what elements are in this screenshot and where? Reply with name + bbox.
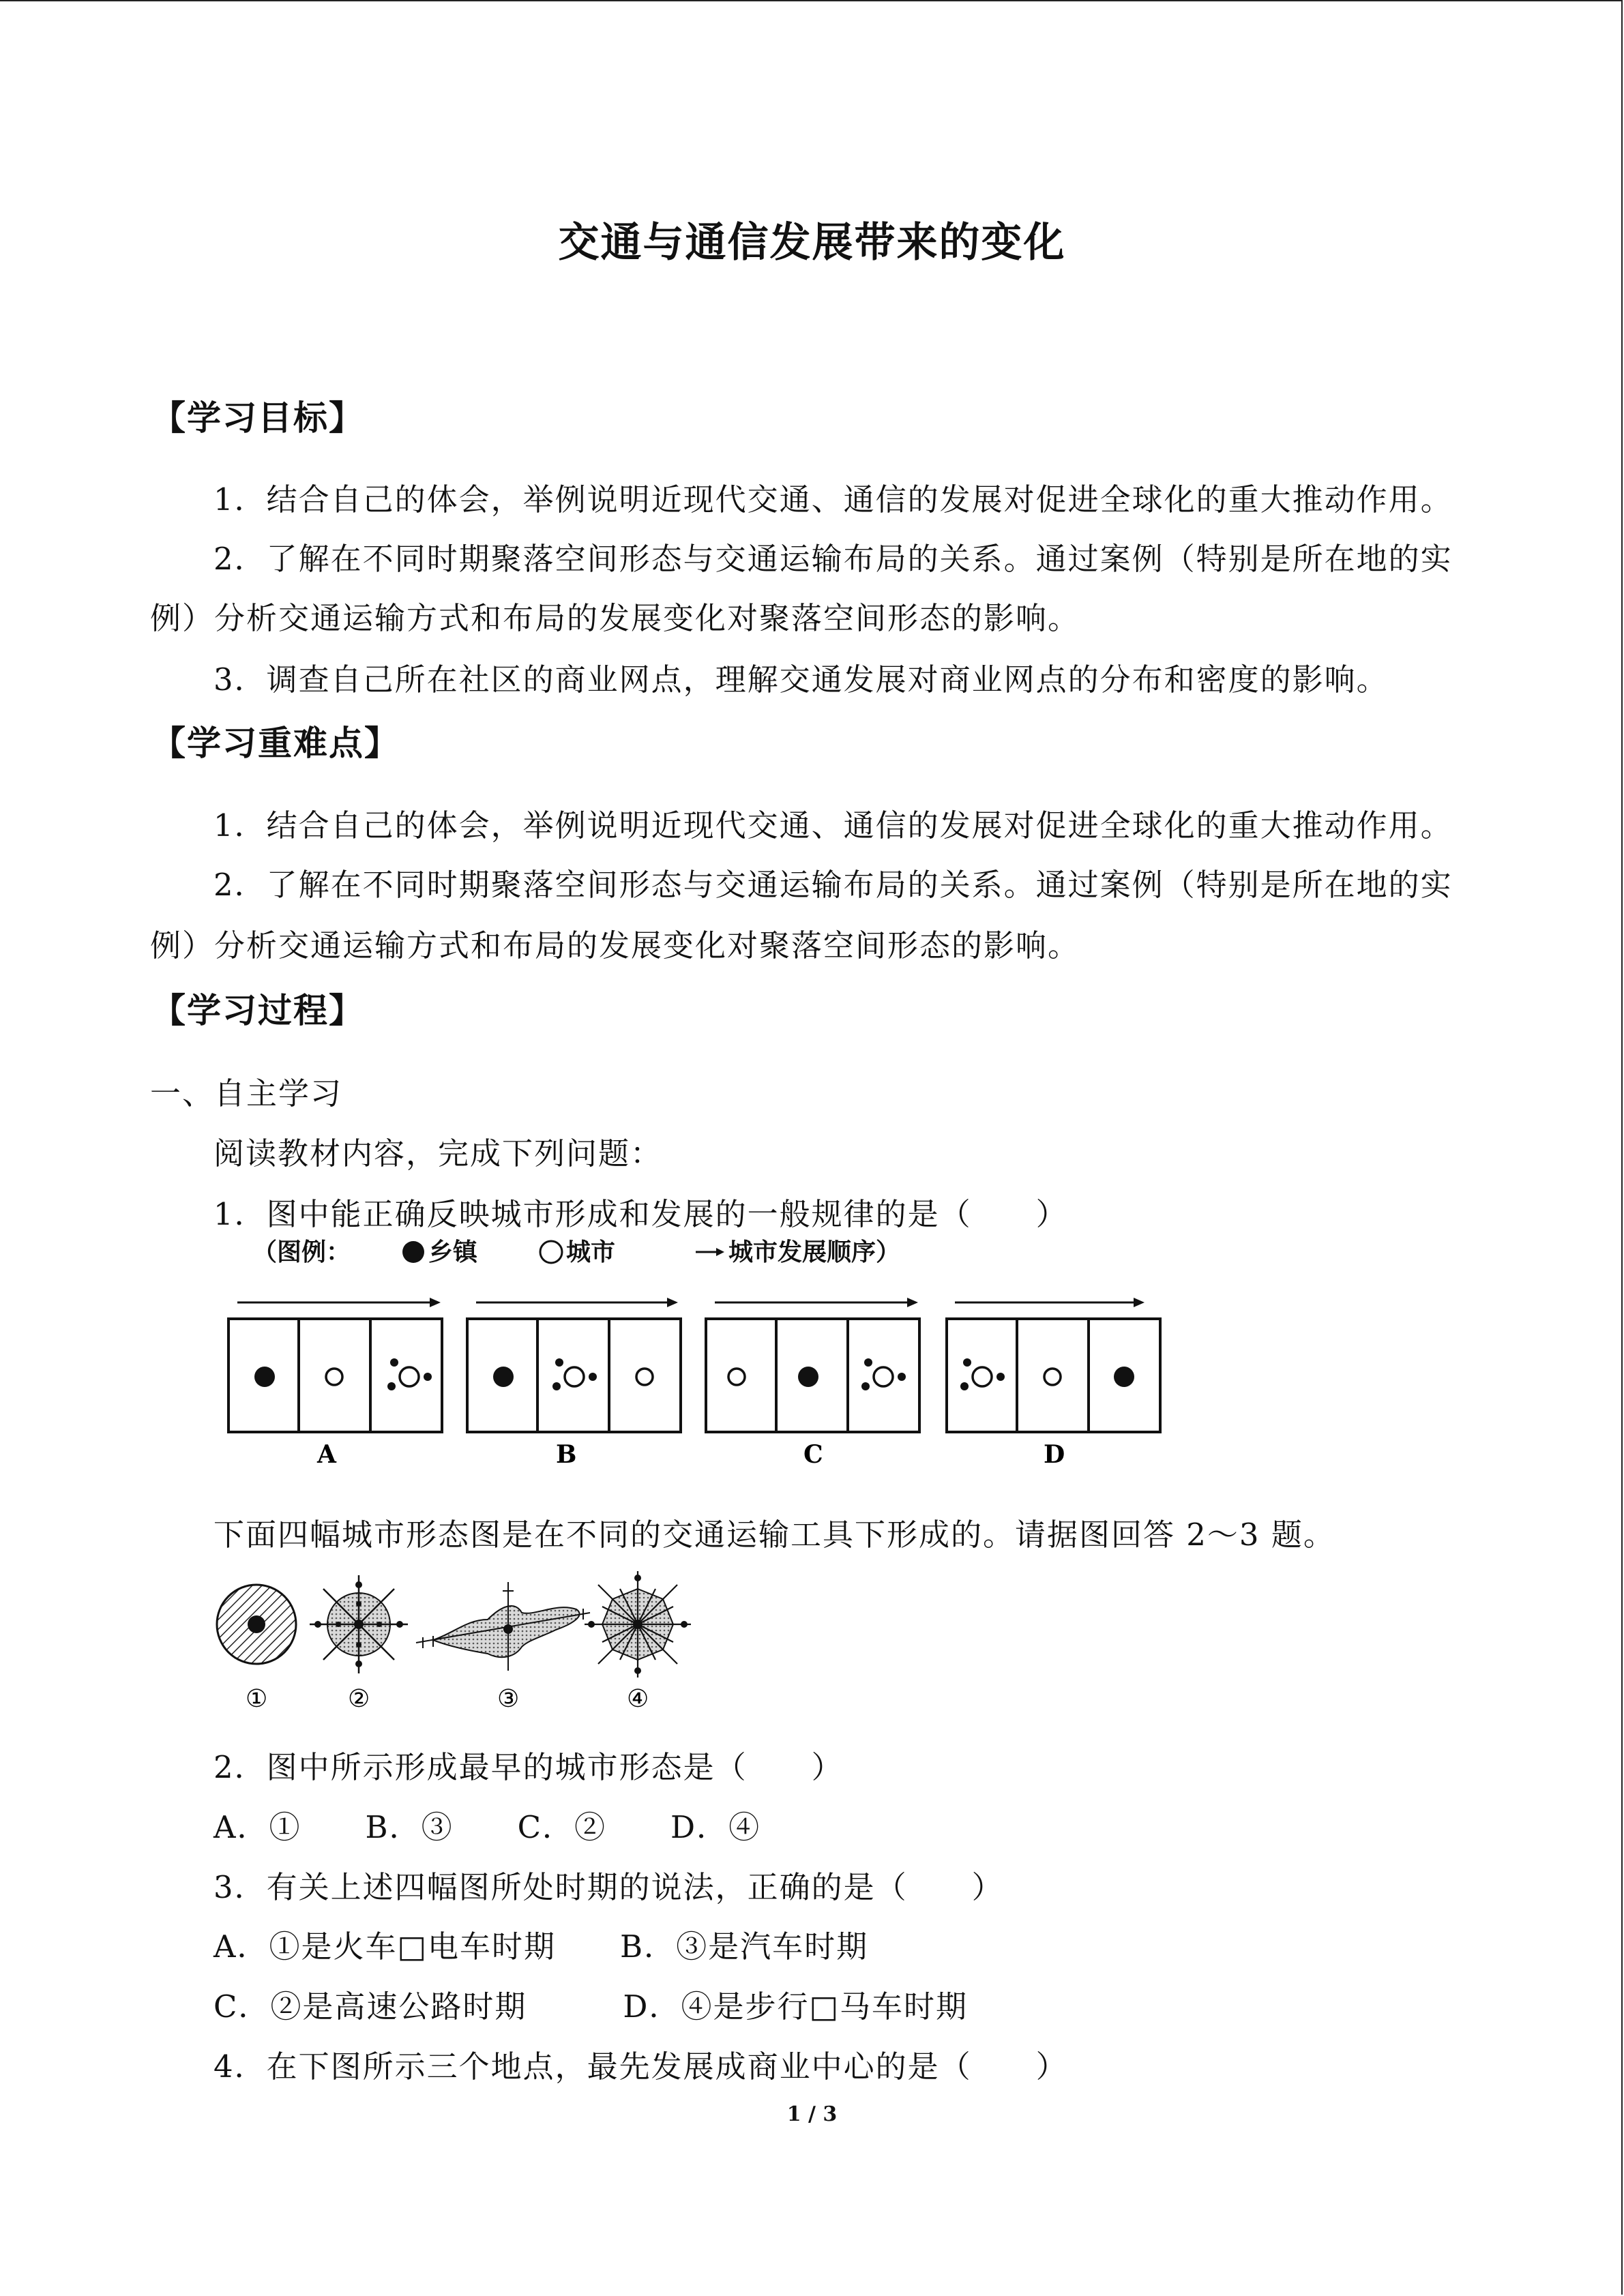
intro-figure-2: 下面四幅城市形态图是在不同的交通运输工具下形成的。请据图回答 2～3 题。 (213, 1517, 1335, 1553)
legend-order-label: 城市发展顺序） (728, 1238, 901, 1266)
question-3-options-line-2: C．②是高速公路时期 D．④是步行□马车时期 (213, 1988, 969, 2025)
objective-item-1: 1．结合自己的体会，举例说明近现代交通、通信的发展对促进全球化的重大推动作用。 (213, 481, 1453, 518)
legend-town-label: 乡镇 (428, 1238, 478, 1266)
form-label-4: ④ (627, 1685, 649, 1713)
legend-town-dot (402, 1241, 424, 1263)
panel-label-d: D (1044, 1440, 1065, 1469)
process-intro: 阅读教材内容，完成下列问题： (213, 1135, 663, 1172)
heading-objectives: 【学习目标】 (151, 398, 364, 438)
panel-c (706, 1298, 919, 1469)
heading-process: 【学习过程】 (151, 990, 364, 1030)
key-point-item-1: 1．结合自己的体会，举例说明近现代交通、通信的发展对促进全球化的重大推动作用。 (213, 807, 1453, 844)
legend-prefix: （图例： (252, 1238, 351, 1266)
objective-item-2-line-1: 2．了解在不同时期聚落空间形态与交通运输布局的关系。通过案例（特别是所在地的实 (213, 541, 1453, 577)
key-point-item-2-line-1: 2．了解在不同时期聚落空间形态与交通运输布局的关系。通过案例（特别是所在地的实 (213, 867, 1453, 903)
panel-a (228, 1298, 442, 1469)
objective-item-3: 3．调查自己所在社区的商业网点，理解交通发展对商业网点的分布和密度的影响。 (213, 661, 1389, 698)
question-4: 4．在下图所示三个地点，最先发展成商业中心的是（ ） (213, 2048, 1068, 2085)
question-2: 2．图中所示形成最早的城市形态是（ ） (213, 1749, 844, 1785)
form-label-3: ③ (497, 1685, 520, 1713)
city-form-1 (217, 1585, 296, 1713)
city-form-2 (310, 1575, 408, 1713)
form-label-1: ① (246, 1685, 268, 1713)
city-development-figure (225, 1233, 1180, 1478)
question-1: 1．图中能正确反映城市形成和发展的一般规律的是（ ） (213, 1196, 1068, 1232)
city-form-3 (416, 1582, 590, 1713)
panel-label-a: A (317, 1440, 336, 1469)
question-3-options-line-1: A．①是火车□电车时期 B．③是汽车时期 (213, 1928, 869, 1965)
panel-label-c: C (803, 1440, 823, 1469)
city-form-4 (585, 1571, 691, 1713)
objective-item-2-line-2: 例）分析交通运输方式和布局的发展变化对聚落空间形态的影响。 (150, 600, 1080, 636)
heading-key-points: 【学习重难点】 (151, 723, 400, 763)
subheading-self-study: 一、自主学习 (150, 1075, 343, 1112)
city-form-figure (211, 1558, 716, 1722)
panel-label-b: B (556, 1440, 577, 1469)
panel-d (947, 1298, 1160, 1469)
form-label-2: ② (348, 1685, 370, 1713)
key-point-item-2-line-2: 例）分析交通运输方式和布局的发展变化对聚落空间形态的影响。 (150, 927, 1080, 964)
page-title: 交通与通信发展带来的变化 (558, 219, 1066, 267)
legend-city-label: 城市 (566, 1238, 616, 1266)
question-3: 3．有关上述四幅图所处时期的说法，正确的是（ ） (213, 1869, 1004, 1905)
page-number: 1 / 3 (786, 2102, 838, 2126)
legend-city-circle (540, 1241, 562, 1263)
panel-b (467, 1298, 681, 1469)
question-2-options: A．① B．③ C．② D．④ (213, 1809, 761, 1845)
